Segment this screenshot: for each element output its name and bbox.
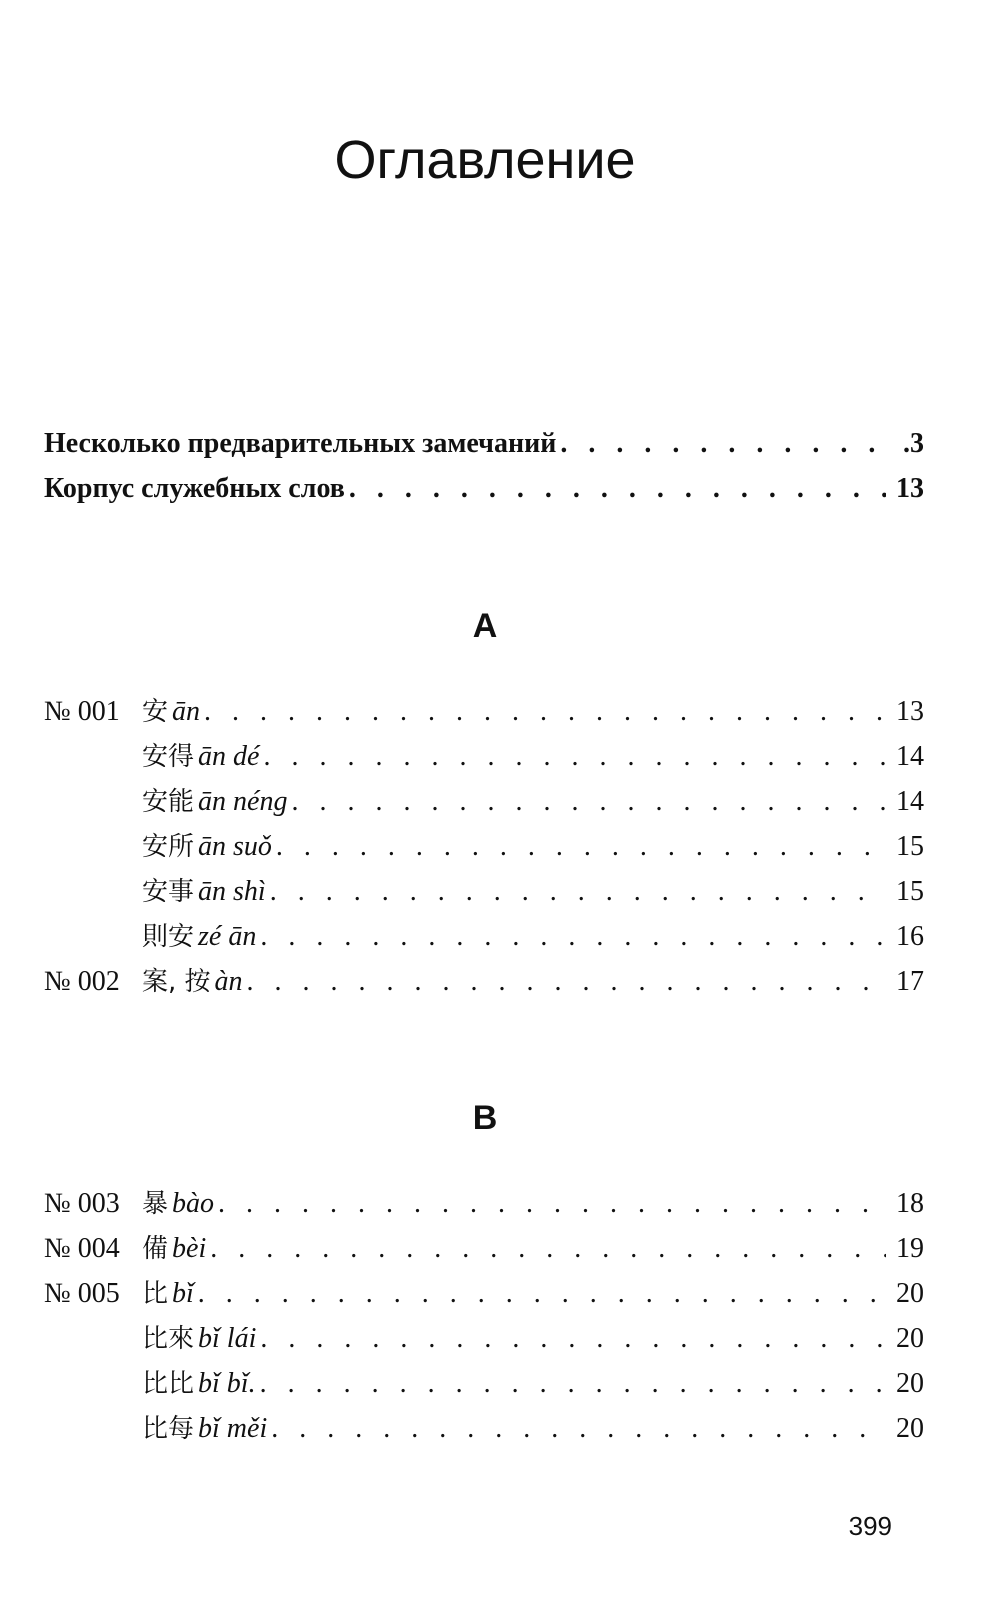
section-heading-a: A [472, 607, 498, 645]
toc-entry[interactable] [44, 825, 924, 869]
entry-hanzi: 安能 [142, 787, 195, 817]
entry-pinyin: bǐ lái [198, 1323, 257, 1354]
toc-page-number: 20 [886, 1362, 924, 1406]
toc-page-number: 15 [886, 870, 924, 914]
entry-pinyin: ān [172, 696, 201, 727]
entry-pinyin: bào [172, 1188, 215, 1219]
dot-leader [259, 735, 886, 779]
toc-entry[interactable] [44, 690, 924, 734]
entry-pinyin: bèi [172, 1233, 207, 1264]
toc-entry[interactable] [44, 1182, 924, 1226]
dot-leader [267, 1407, 886, 1451]
toc-page-number: 13 [886, 690, 924, 734]
entry-pinyin: bǐ bǐ. [198, 1368, 256, 1399]
entry-pinyin: ān dé [198, 741, 260, 772]
toc-page-number: 17 [886, 960, 924, 1004]
toc-entry[interactable] [44, 1272, 924, 1316]
dot-leader [556, 422, 886, 466]
entry-hanzi: 則安 [142, 922, 195, 952]
entry-number: № 004 [44, 1233, 120, 1264]
toc-entry[interactable] [44, 780, 924, 824]
entry-hanzi: 案, 按 [142, 967, 211, 997]
toc-entry-title: Корпус служебных слов [44, 473, 345, 504]
dot-leader [287, 780, 886, 824]
entry-pinyin: ān shì [198, 876, 266, 907]
toc-page-number: 14 [886, 780, 924, 824]
toc-page-number: 15 [886, 825, 924, 869]
entry-number: № 003 [44, 1188, 120, 1219]
toc-intro-line[interactable] [44, 422, 924, 466]
entry-pinyin: ān néng [198, 786, 288, 817]
entry-pinyin: zé ān [198, 921, 257, 952]
entry-pinyin: ān suǒ [198, 831, 272, 862]
entry-hanzi: 備 [142, 1234, 169, 1264]
dot-leader [256, 1317, 886, 1361]
toc-entry[interactable] [44, 1407, 924, 1451]
entry-hanzi: 比 [142, 1279, 169, 1309]
entry-hanzi: 暴 [142, 1189, 169, 1219]
toc-entry[interactable] [44, 960, 924, 1004]
toc-entry[interactable] [44, 735, 924, 779]
dot-leader [206, 1227, 886, 1271]
entry-hanzi: 比比 [142, 1369, 195, 1399]
dot-leader [256, 915, 886, 959]
dot-leader [272, 825, 886, 869]
toc-entry[interactable] [44, 870, 924, 914]
toc-entry-title: Несколько предварительных замечаний [44, 428, 557, 459]
dot-leader [214, 1182, 886, 1226]
toc-page-number: .3 [886, 422, 924, 466]
page-title: Оглавление [334, 130, 636, 190]
entry-hanzi: 安 [142, 697, 169, 727]
toc-page-number: 16 [886, 915, 924, 959]
page-folio: 399 [848, 1511, 892, 1541]
toc-page-number: 20 [886, 1407, 924, 1451]
entry-hanzi: 安事 [142, 877, 195, 907]
toc-page-number: 19 [886, 1227, 924, 1271]
dot-leader [243, 960, 886, 1004]
entry-pinyin: àn [214, 966, 243, 997]
toc-page-number: 13 [886, 467, 924, 511]
toc-entry[interactable] [44, 915, 924, 959]
entry-number: № 005 [44, 1278, 120, 1309]
dot-leader [194, 1272, 886, 1316]
entry-number: № 002 [44, 966, 120, 997]
toc-intro-line[interactable] [44, 467, 924, 511]
toc-entry[interactable] [44, 1317, 924, 1361]
toc-page-number: 14 [886, 735, 924, 779]
toc-page-number: 20 [886, 1272, 924, 1316]
dot-leader [256, 1362, 886, 1406]
entry-hanzi: 比每 [142, 1414, 195, 1444]
toc-entry[interactable] [44, 1362, 924, 1406]
entry-hanzi: 安所 [142, 832, 195, 862]
entry-pinyin: bǐ [172, 1278, 194, 1309]
entry-pinyin: bǐ měi [198, 1413, 268, 1444]
entry-hanzi: 比來 [142, 1324, 195, 1354]
toc-page-number: 20 [886, 1317, 924, 1361]
toc-entry[interactable] [44, 1227, 924, 1271]
dot-leader [266, 870, 886, 914]
dot-leader [200, 690, 886, 734]
entry-number: № 001 [44, 696, 120, 727]
toc-page-number: 18 [886, 1182, 924, 1226]
dot-leader [345, 467, 886, 511]
section-heading-b: B [472, 1099, 498, 1137]
entry-hanzi: 安得 [142, 742, 195, 772]
